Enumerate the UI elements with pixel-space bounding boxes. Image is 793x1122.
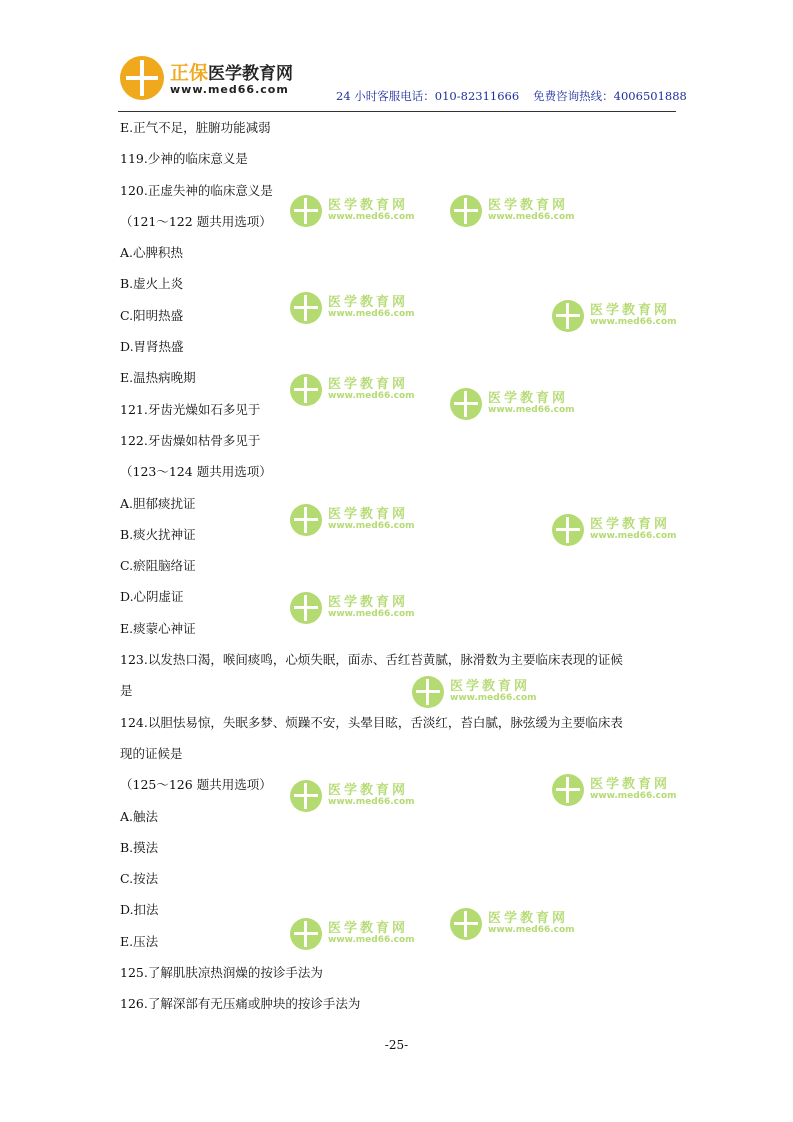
- watermark-name: 医学教育网: [328, 198, 409, 213]
- watermark-name: 医学教育网: [328, 507, 409, 522]
- watermark-url: www.med66.com: [328, 309, 415, 319]
- text-line: C.瘀阻脑络证: [120, 558, 196, 574]
- text-line: 126.了解深部有无压痛或肿块的按诊手法为: [120, 996, 361, 1012]
- free-hotline: 免费咨询热线：4006501888: [533, 89, 687, 103]
- text-line: 现的证候是: [120, 745, 183, 761]
- text-line: 123.以发热口渴，喉间痰鸣，心烦失眠，面赤、舌红苔黄腻，脉滑数为主要临床表现的证候: [120, 652, 623, 668]
- text-line: E.压法: [120, 933, 159, 949]
- header-contact: [336, 88, 701, 104]
- text-line: E.温热病晚期: [120, 370, 196, 386]
- watermark-name: 医学教育网: [488, 911, 569, 926]
- text-line: A.触法: [120, 808, 159, 824]
- text-line: 124.以胆怯易惊，失眠多梦、烦躁不安，头晕目眩，舌淡红，苔白腻，脉弦缓为主要临床表: [120, 714, 623, 730]
- logo-brand: 正保: [170, 62, 209, 84]
- text-line: B.痰火扰神证: [120, 526, 196, 542]
- text-line: （125～126 题共用选项）: [120, 777, 272, 793]
- watermark-url: www.med66.com: [590, 531, 677, 541]
- text-line: （121～122 题共用选项）: [120, 213, 272, 229]
- watermark-url: www.med66.com: [328, 521, 415, 531]
- text-line: 121.牙齿光燥如石多见于: [120, 401, 261, 417]
- service-phone: 24 小时客服电话：010-82311666: [336, 89, 520, 103]
- text-line: 120.正虚失神的临床意义是: [120, 182, 273, 198]
- watermark-name: 医学教育网: [450, 679, 531, 694]
- watermark-url: www.med66.com: [328, 212, 415, 222]
- watermark-name: 医学教育网: [590, 517, 671, 532]
- watermark-url: www.med66.com: [328, 797, 415, 807]
- header-divider: [118, 111, 676, 112]
- watermark-name: 医学教育网: [328, 595, 409, 610]
- text-line: C.按法: [120, 871, 159, 887]
- watermark-url: www.med66.com: [488, 405, 575, 415]
- text-line: （123～124 题共用选项）: [120, 464, 272, 480]
- text-line: B.摸法: [120, 839, 159, 855]
- logo-emblem-icon: [120, 56, 164, 100]
- watermark-name: 医学教育网: [328, 377, 409, 392]
- text-line: A.胆郁痰扰证: [120, 495, 196, 511]
- page-number: -25-: [384, 1038, 409, 1052]
- logo-name: 医学教育网: [208, 64, 294, 84]
- watermark-name: 医学教育网: [590, 777, 671, 792]
- watermark-name: 医学教育网: [328, 783, 409, 798]
- text-line: C.阳明热盛: [120, 307, 184, 323]
- watermark-url: www.med66.com: [450, 693, 537, 703]
- text-line: 122.牙齿燥如枯骨多见于: [120, 432, 261, 448]
- med66-logo: [120, 54, 294, 104]
- document-body: [120, 118, 680, 1026]
- text-line: E.正气不足，脏腑功能减弱: [120, 120, 271, 135]
- watermark-name: 医学教育网: [488, 391, 569, 406]
- watermark-name: 医学教育网: [488, 198, 569, 213]
- watermark-url: www.med66.com: [328, 935, 415, 945]
- watermark-name: 医学教育网: [328, 921, 409, 936]
- text-line: B.虚火上炎: [120, 276, 184, 292]
- text-line: 119.少神的临床意义是: [120, 151, 248, 167]
- logo-title: [170, 58, 293, 85]
- text-line: 125.了解肌肤凉热润燥的按诊手法为: [120, 965, 323, 981]
- watermark-name: 医学教育网: [328, 295, 409, 310]
- text-line: A.心脾积热: [120, 245, 184, 261]
- text-line: D.胃肾热盛: [120, 339, 184, 355]
- watermark-url: www.med66.com: [328, 609, 415, 619]
- logo-url: www.med66.com: [170, 83, 289, 96]
- text-line: 是: [120, 683, 133, 699]
- watermark-name: 医学教育网: [590, 303, 671, 318]
- watermark-url: www.med66.com: [590, 317, 677, 327]
- text-line: E.痰蒙心神证: [120, 620, 196, 636]
- text-line: D.扣法: [120, 902, 159, 918]
- watermark-url: www.med66.com: [488, 925, 575, 935]
- text-line: D.心阴虚证: [120, 589, 184, 605]
- watermark-url: www.med66.com: [328, 391, 415, 401]
- watermark-url: www.med66.com: [488, 212, 575, 222]
- watermark-url: www.med66.com: [590, 791, 677, 801]
